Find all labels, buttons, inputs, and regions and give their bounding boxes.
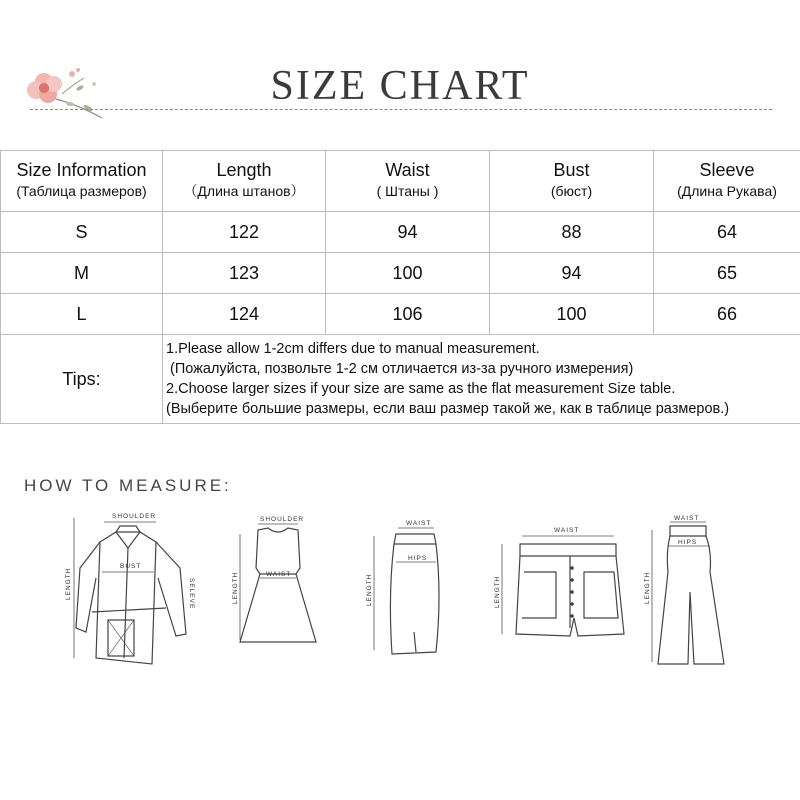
sleeve-label: SELEVE bbox=[188, 578, 195, 610]
waist-label: WAIST bbox=[674, 515, 700, 522]
table-cell: 122 bbox=[163, 212, 326, 253]
waist-label: WAIST bbox=[406, 520, 432, 527]
table-row bbox=[1, 212, 800, 253]
size-table bbox=[0, 150, 800, 424]
table-cell: 106 bbox=[326, 294, 490, 335]
table-cell: S bbox=[1, 212, 163, 253]
tips-text: 1.Please allow 1-2cm differs due to manual measurement. (Пожалуйста, позвольте 1-2 см отличается из-за ручного измерения) 2.Choose larger sizes if your size are same as the flat measurement Size table. (Выберите большие размеры, если ваш размер такой же, как в таблице размеров.) bbox=[163, 335, 800, 424]
length-label: LENGTH bbox=[366, 573, 373, 606]
table-row bbox=[1, 253, 800, 294]
dress-diagram bbox=[228, 512, 328, 662]
waist-label: WAIST bbox=[554, 527, 580, 534]
table-cell: M bbox=[1, 253, 163, 294]
table-cell: 65 bbox=[654, 253, 800, 294]
hips-label: HIPS bbox=[408, 555, 428, 562]
length-label: LENGTH bbox=[65, 567, 72, 600]
tips-label: Tips: bbox=[1, 335, 163, 424]
length-label: LENGTH bbox=[494, 575, 501, 608]
table-cell: 94 bbox=[326, 212, 490, 253]
table-cell: 94 bbox=[490, 253, 654, 294]
header-cell: Sleeve (Длина Рукава) bbox=[654, 151, 800, 212]
title-divider bbox=[30, 109, 772, 110]
page-title: SIZE CHART bbox=[270, 63, 530, 109]
header-cell: Size Information (Таблица размеров) bbox=[1, 151, 163, 212]
shorts-diagram bbox=[490, 518, 630, 648]
length-label: LENGTH bbox=[644, 571, 651, 604]
how-to-measure-heading: HOW TO MEASURE: bbox=[24, 476, 232, 495]
table-cell: 88 bbox=[490, 212, 654, 253]
table-cell: L bbox=[1, 294, 163, 335]
table-cell: 123 bbox=[163, 253, 326, 294]
table-header-row bbox=[1, 151, 800, 212]
table-row bbox=[1, 294, 800, 335]
table-cell: 66 bbox=[654, 294, 800, 335]
pants-diagram bbox=[640, 512, 740, 670]
table-cell: 64 bbox=[654, 212, 800, 253]
bust-label: BUST bbox=[120, 563, 142, 570]
hips-label: HIPS bbox=[678, 539, 698, 546]
skirt-diagram bbox=[358, 514, 448, 662]
shoulder-label: SHOULDER bbox=[112, 513, 157, 520]
shoulder-label: SHOULDER bbox=[260, 516, 305, 523]
table-cell: 100 bbox=[326, 253, 490, 294]
jacket-diagram bbox=[56, 508, 206, 670]
header-cell: Waist ( Штаны ) bbox=[326, 151, 490, 212]
waist-label: WAIST bbox=[266, 571, 292, 578]
table-cell: 124 bbox=[163, 294, 326, 335]
header-cell: Length （Длина штанов） bbox=[163, 151, 326, 212]
header-cell: Bust (бюст) bbox=[490, 151, 654, 212]
tips-row bbox=[1, 335, 800, 424]
length-label: LENGTH bbox=[232, 571, 239, 604]
table-cell: 100 bbox=[490, 294, 654, 335]
